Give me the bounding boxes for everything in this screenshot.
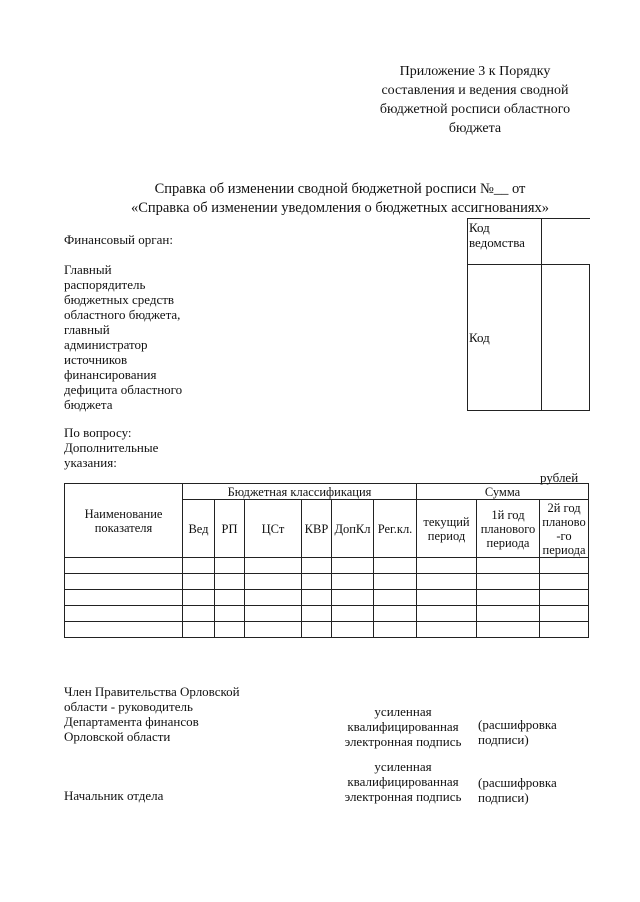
col-header: ДопКл [332, 500, 374, 558]
member-signatory: Член Правительства Орловской области - руководитель Департамента финансов Орловской области [64, 684, 240, 744]
fin-organ-label: Финансовый орган: [64, 232, 173, 247]
table-row [65, 622, 589, 638]
decode-2: (расшифровка подписи) [478, 775, 557, 805]
col-header: РП [215, 500, 245, 558]
col-header: КВР [302, 500, 332, 558]
appendix-line: составления и ведения сводной [381, 83, 569, 98]
table-row [65, 606, 589, 622]
po-voprosu-label: По вопросу: [64, 425, 132, 440]
esign-2: усиленная квалифицированная электронная подпись [344, 759, 462, 804]
title-line-2: «Справка об изменении уведомления о бюджетных ассигнованиях» [130, 200, 550, 216]
table-row [65, 590, 589, 606]
col-header: Вед [183, 500, 215, 558]
table-row [65, 574, 589, 590]
head-signatory: Начальник отдела [64, 788, 164, 803]
currency-label: рублей [540, 470, 579, 485]
glavny-label: Главный распорядитель бюджетных средств областного бюджета, главный администратор источников финансирования дефицита областного бюджета [64, 262, 183, 412]
decode-1: (расшифровка подписи) [478, 717, 557, 747]
document-title [90, 180, 590, 218]
summa-header: Сумма [417, 484, 589, 500]
budget-class-header: Бюджетная классификация [183, 484, 417, 500]
esign-1: усиленная квалифицированная электронная подпись [344, 704, 462, 749]
budget-table [64, 483, 589, 638]
kod-label: Код [469, 330, 490, 345]
col-header: Рег.кл. [374, 500, 417, 558]
dop-ukaz-label: Дополнительные указания: [64, 440, 159, 470]
appendix-line: бюджетной росписи областного [379, 102, 571, 117]
sum-col-header: 1й год планового периода [477, 500, 540, 558]
appendix-header [360, 62, 590, 138]
appendix-line: Приложение 3 к Порядку [399, 64, 551, 79]
title-line-1: Справка об изменении сводной бюджетной росписи №__ от [154, 181, 526, 197]
appendix-line: бюджета [448, 121, 502, 136]
table-row [65, 558, 589, 574]
col-header: ЦСт [245, 500, 302, 558]
name-header: Наименование показателя [65, 484, 183, 558]
code-box [467, 218, 590, 411]
kod-vedomstva-label: Код ведомства [469, 220, 525, 250]
sum-col-header: текущий период [417, 500, 477, 558]
sum-col-header: 2й год планово -го периода [540, 500, 589, 558]
